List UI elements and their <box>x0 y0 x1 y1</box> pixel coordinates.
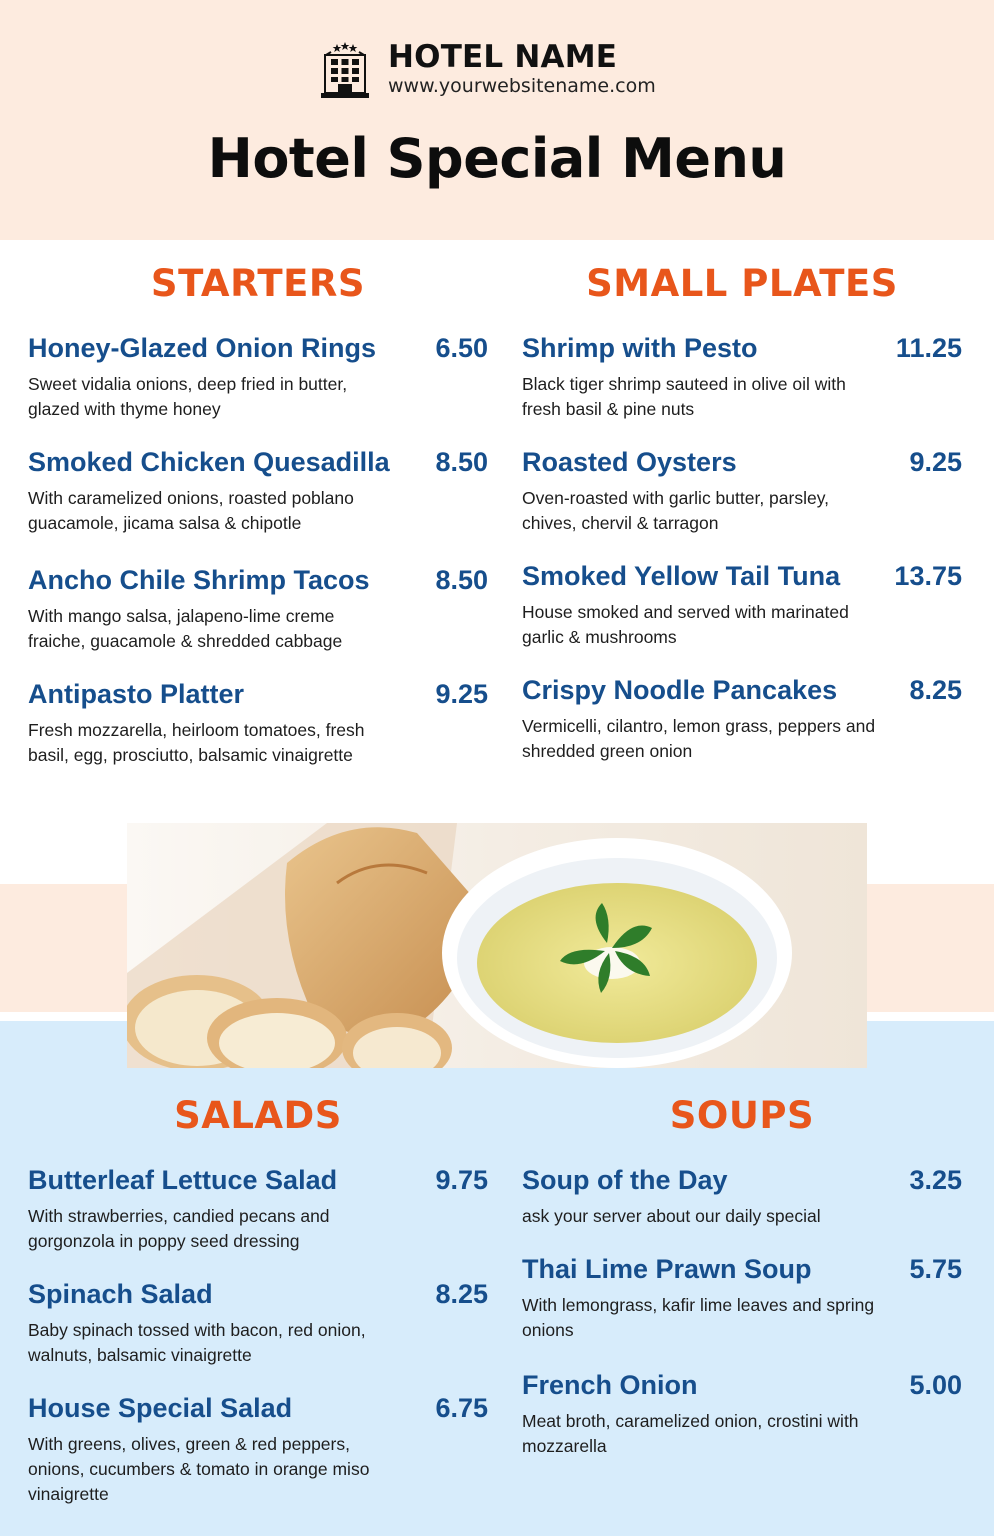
item-description: Sweet vidalia onions, deep fried in butter, glazed with thyme honey <box>28 374 348 419</box>
section-starters <box>28 262 488 792</box>
item-description: Vermicelli, cilantro, lemon grass, peppers and shredded green onion <box>522 716 876 761</box>
soup-bowl-illustration <box>127 823 867 1068</box>
item-name: Butterleaf Lettuce Salad <box>28 1165 338 1195</box>
section-title: SMALL PLATES <box>586 262 898 305</box>
hotel-name: HOTEL NAME <box>388 39 618 75</box>
item-name: Roasted Oysters <box>522 447 737 477</box>
item-name: Shrimp with Pesto <box>522 333 758 363</box>
item-description: With caramelized onions, roasted poblano guacamole, jicama salsa & chipotle <box>28 488 354 533</box>
item-name: Ancho Chile Shrimp Tacos <box>28 565 370 595</box>
item-description: House smoked and served with marinated garlic & mushrooms <box>522 602 849 647</box>
item-name: Antipasto Platter <box>28 679 245 709</box>
item-name: Thai Lime Prawn Soup <box>522 1254 812 1284</box>
section-title: SOUPS <box>669 1094 815 1137</box>
section-salads <box>28 1094 488 1531</box>
item-price: 6.75 <box>435 1393 488 1423</box>
item-description: With lemongrass, kafir lime leaves and spring onions <box>522 1295 875 1340</box>
menu-item <box>522 1253 962 1343</box>
item-name: Spinach Salad <box>28 1279 213 1309</box>
menu-item <box>28 678 488 768</box>
item-name: Soup of the Day <box>522 1165 728 1195</box>
item-description: With mango salsa, jalapeno-lime creme fraiche, guacamole & shredded cabbage <box>28 606 343 651</box>
website-url: www.yourwebsitename.com <box>388 75 656 97</box>
hotel-building-icon <box>320 38 370 100</box>
item-description: With greens, olives, green & red peppers, onions, cucumbers & tomato in orange miso vinaigrette <box>28 1434 370 1504</box>
item-name: Crispy Noodle Pancakes <box>522 675 838 705</box>
item-price: 6.50 <box>435 333 488 363</box>
item-price: 9.75 <box>435 1165 488 1195</box>
header-background <box>0 0 994 240</box>
item-price: 11.25 <box>895 333 962 363</box>
item-price: 5.75 <box>909 1254 962 1284</box>
item-price: 13.75 <box>894 561 962 591</box>
item-price: 8.25 <box>435 1279 488 1309</box>
item-price: 8.50 <box>435 565 488 595</box>
item-name: Honey-Glazed Onion Rings <box>28 333 377 363</box>
item-description: ask your server about our daily special <box>522 1206 821 1226</box>
item-price: 5.00 <box>909 1370 962 1400</box>
menu-item <box>28 1392 488 1507</box>
item-name: French Onion <box>522 1370 698 1400</box>
hotel-brand <box>320 38 656 100</box>
menu-item <box>522 446 962 536</box>
item-name: Smoked Yellow Tail Tuna <box>522 561 841 591</box>
item-name: House Special Salad <box>28 1393 293 1423</box>
section-small-plates <box>522 262 962 788</box>
item-description: Fresh mozzarella, heirloom tomatoes, fresh basil, egg, prosciutto, balsamic vinaigrette <box>28 720 365 765</box>
soup-and-bread-photo <box>127 823 867 1068</box>
item-name: Smoked Chicken Quesadilla <box>28 447 390 477</box>
menu-item <box>28 332 488 422</box>
menu-item <box>28 564 488 654</box>
menu-item <box>522 674 962 764</box>
section-title: STARTERS <box>150 262 366 305</box>
item-description: Baby spinach tossed with bacon, red onion, walnuts, balsamic vinaigrette <box>28 1320 366 1365</box>
item-description: Meat broth, caramelized onion, crostini with mozzarella <box>522 1411 859 1456</box>
menu-item <box>522 1164 962 1229</box>
menu-item <box>28 446 488 536</box>
menu-item <box>522 332 962 422</box>
menu-item <box>522 1369 962 1459</box>
item-price: 8.50 <box>435 447 488 477</box>
item-price: 8.25 <box>909 675 962 705</box>
item-price: 9.25 <box>435 679 488 709</box>
page-title: Hotel Special Menu <box>207 127 787 190</box>
item-description: With strawberries, candied pecans and gorgonzola in poppy seed dressing <box>28 1206 330 1251</box>
section-title: SALADS <box>174 1094 342 1137</box>
item-description: Black tiger shrimp sauteed in olive oil with fresh basil & pine nuts <box>522 374 846 419</box>
section-soups <box>522 1094 962 1483</box>
menu-item <box>522 560 962 650</box>
item-price: 9.25 <box>909 447 962 477</box>
menu-item <box>28 1278 488 1368</box>
item-price: 3.25 <box>909 1165 962 1195</box>
item-description: Oven-roasted with garlic butter, parsley, chives, chervil & tarragon <box>522 488 830 533</box>
menu-item <box>28 1164 488 1254</box>
